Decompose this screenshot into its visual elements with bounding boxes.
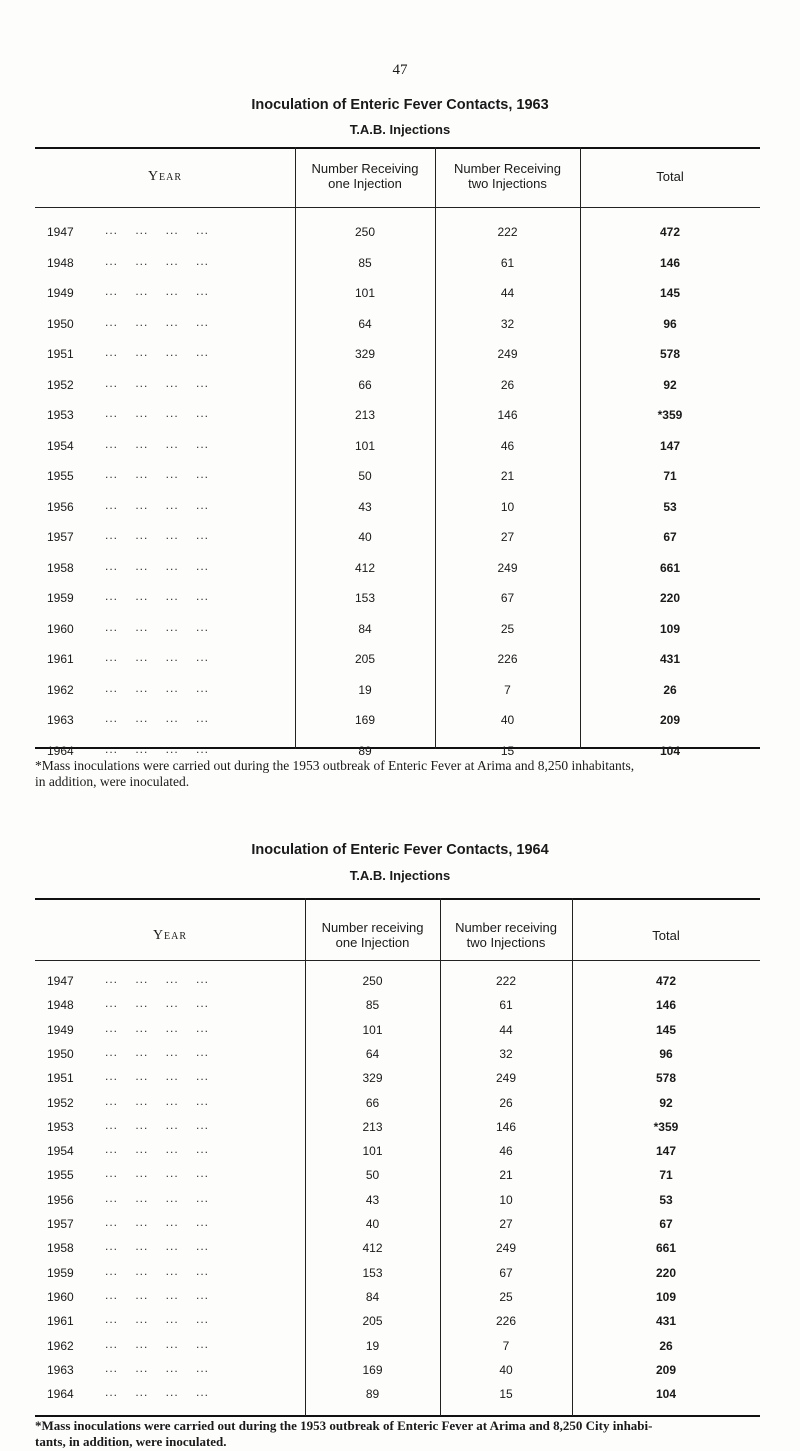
row-year: 1958 <box>47 560 74 575</box>
row-two-injections: 27 <box>499 1217 513 1231</box>
row-leader-dots: ... ... ... ... <box>105 406 210 420</box>
row-one-injection: 84 <box>358 621 372 636</box>
row-total: 96 <box>659 1046 673 1061</box>
row-total: 146 <box>659 255 681 270</box>
row-total: 661 <box>655 1241 677 1256</box>
row-one-injection: 64 <box>358 316 372 331</box>
row-total: 220 <box>655 1265 677 1280</box>
row-leader-dots: ... ... ... ... <box>105 1312 210 1327</box>
table-row <box>35 680 760 703</box>
table-row <box>35 1144 760 1164</box>
table-row <box>35 408 760 428</box>
row-total: 472 <box>659 225 681 239</box>
row-one-injection: 329 <box>354 347 376 361</box>
row-year: 1963 <box>47 713 74 727</box>
table2-bottom-rule <box>35 1415 760 1417</box>
table1-subtitle: T.A.B. Injections <box>349 122 451 137</box>
row-leader-dots: ... ... ... ... <box>105 1069 210 1084</box>
row-leader-dots: ... ... ... ... <box>105 711 210 725</box>
table-row <box>35 1287 760 1310</box>
table-row <box>35 1190 760 1213</box>
row-total: 661 <box>659 560 681 575</box>
row-two-injections: 26 <box>499 1095 513 1110</box>
row-two-injections: 222 <box>495 974 517 988</box>
row-leader-dots: ... ... ... ... <box>105 650 210 664</box>
table-row <box>35 1387 760 1407</box>
table-row <box>35 530 760 550</box>
row-two-injections: 249 <box>497 347 518 361</box>
row-total: 578 <box>659 347 681 361</box>
table-row <box>35 1336 760 1359</box>
row-total: 109 <box>655 1289 677 1304</box>
row-leader-dots: ... ... ... ... <box>105 284 210 298</box>
table-row <box>35 591 760 611</box>
row-total: 71 <box>659 1168 673 1183</box>
table-row <box>35 1217 760 1237</box>
row-one-injection: 66 <box>365 1095 380 1110</box>
table-row <box>35 1314 760 1334</box>
table2-subtitle: T.A.B. Injections <box>349 868 451 883</box>
row-year: 1947 <box>47 225 74 239</box>
row-year: 1962 <box>47 682 74 697</box>
row-year: 1955 <box>47 469 74 483</box>
row-one-injection: 50 <box>365 1168 380 1183</box>
row-year: 1959 <box>47 591 74 605</box>
row-one-injection: 329 <box>362 1071 383 1086</box>
row-total: 145 <box>655 1022 677 1037</box>
row-leader-dots: ... ... ... ... <box>105 1142 210 1157</box>
row-one-injection: 153 <box>354 591 376 605</box>
row-total: *359 <box>657 408 683 422</box>
row-leader-dots: ... ... ... ... <box>105 1166 210 1181</box>
row-one-injection: 50 <box>358 469 372 483</box>
row-year: 1948 <box>47 998 74 1013</box>
row-leader-dots: ... ... ... ... <box>105 741 210 756</box>
table-row <box>35 497 760 520</box>
table-row <box>35 469 760 489</box>
table2-header-rule <box>35 960 760 961</box>
row-one-injection: 169 <box>362 1362 383 1377</box>
row-two-injections: 226 <box>497 652 518 666</box>
row-one-injection: 213 <box>362 1119 383 1134</box>
row-year: 1949 <box>47 286 74 300</box>
row-two-injections: 249 <box>495 1241 517 1256</box>
table-row <box>35 286 760 306</box>
row-total: 92 <box>663 377 677 392</box>
row-leader-dots: ... ... ... ... <box>105 1117 210 1132</box>
row-year: 1953 <box>47 408 74 422</box>
row-one-injection: 89 <box>365 1387 380 1402</box>
table2-footnote: *Mass inoculations were carried out during the 1953 outbreak of Enteric Fever at Arima and 8,250 City inhabi- tants, in addition, were inoculated. <box>35 1418 653 1449</box>
table2-header-total: Total <box>652 928 680 943</box>
table2-title: Inoculation of Enteric Fever Contacts, 1964 <box>251 842 549 858</box>
row-one-injection: 250 <box>354 225 376 239</box>
row-year: 1960 <box>47 621 74 636</box>
row-total: 209 <box>659 713 681 727</box>
table-row <box>35 375 760 398</box>
table-row <box>35 436 760 459</box>
row-two-injections: 10 <box>499 1192 513 1207</box>
row-year: 1956 <box>47 1192 74 1207</box>
row-two-injections: 44 <box>500 286 515 300</box>
row-year: 1956 <box>47 499 74 514</box>
row-two-injections: 67 <box>499 1265 513 1280</box>
table-row <box>35 974 760 994</box>
row-total: 53 <box>659 1192 673 1207</box>
table-row <box>35 1093 760 1116</box>
row-total: 145 <box>659 286 681 300</box>
row-year: 1949 <box>47 1022 74 1037</box>
row-two-injections: 15 <box>499 1387 513 1402</box>
row-total: 53 <box>663 499 677 514</box>
row-year: 1957 <box>47 1217 74 1231</box>
table-row <box>35 713 760 733</box>
row-two-injections: 46 <box>500 438 515 453</box>
row-one-injection: 66 <box>358 377 372 392</box>
table1 <box>35 147 760 758</box>
row-two-injections: 61 <box>499 998 513 1013</box>
row-leader-dots: ... ... ... ... <box>105 1287 210 1302</box>
row-year: 1951 <box>47 1071 74 1086</box>
row-one-injection: 412 <box>362 1241 383 1256</box>
row-year: 1955 <box>47 1168 74 1183</box>
row-total: 578 <box>655 1071 677 1086</box>
row-leader-dots: ... ... ... ... <box>105 314 210 329</box>
row-year: 1950 <box>47 1046 74 1061</box>
row-one-injection: 64 <box>365 1046 380 1061</box>
table-row <box>35 1071 760 1091</box>
row-one-injection: 40 <box>358 530 372 544</box>
row-total: *359 <box>653 1119 679 1134</box>
row-leader-dots: ... ... ... ... <box>105 223 210 237</box>
row-year: 1962 <box>47 1338 74 1353</box>
row-total: 67 <box>663 530 677 544</box>
row-one-injection: 101 <box>354 438 376 453</box>
row-one-injection: 43 <box>365 1192 380 1207</box>
table2-header-two-injections: Number receiving two Injections <box>455 920 557 950</box>
row-one-injection: 85 <box>365 998 380 1013</box>
row-leader-dots: ... ... ... ... <box>105 619 210 634</box>
table-row <box>35 619 760 642</box>
row-two-injections: 44 <box>499 1022 513 1037</box>
row-two-injections: 26 <box>500 377 515 392</box>
row-total: 26 <box>663 682 677 697</box>
table-row <box>35 998 760 1018</box>
row-one-injection: 85 <box>358 255 372 270</box>
table2-top-rule <box>35 898 760 900</box>
row-year: 1951 <box>47 347 74 361</box>
table2 <box>35 898 760 1418</box>
row-two-injections: 10 <box>500 499 515 514</box>
row-two-injections: 27 <box>500 530 515 544</box>
row-year: 1963 <box>47 1362 74 1377</box>
row-leader-dots: ... ... ... ... <box>105 1020 210 1035</box>
row-two-injections: 226 <box>495 1314 517 1329</box>
row-year: 1952 <box>47 377 74 392</box>
table-row <box>35 314 760 337</box>
row-leader-dots: ... ... ... ... <box>105 253 210 268</box>
row-total: 431 <box>659 652 681 666</box>
table-row <box>35 1360 760 1383</box>
row-leader-dots: ... ... ... ... <box>105 558 210 573</box>
row-year: 1954 <box>47 438 74 453</box>
row-two-injections: 32 <box>500 316 515 331</box>
row-leader-dots: ... ... ... ... <box>105 972 210 986</box>
row-leader-dots: ... ... ... ... <box>105 1360 210 1375</box>
row-two-injections: 61 <box>500 255 515 270</box>
row-year: 1959 <box>47 1265 74 1280</box>
row-leader-dots: ... ... ... ... <box>105 1044 210 1059</box>
row-leader-dots: ... ... ... ... <box>105 1385 210 1400</box>
row-year: 1961 <box>47 652 74 666</box>
table1-top-rule <box>35 147 760 149</box>
row-two-injections: 21 <box>500 469 515 483</box>
row-leader-dots: ... ... ... ... <box>105 1336 210 1351</box>
row-one-injection: 101 <box>354 286 376 300</box>
row-total: 104 <box>659 743 681 758</box>
row-one-injection: 19 <box>365 1338 380 1353</box>
table1-header-rule <box>35 207 760 208</box>
row-leader-dots: ... ... ... ... <box>105 375 210 390</box>
row-total: 96 <box>663 316 677 331</box>
row-leader-dots: ... ... ... ... <box>105 1239 210 1254</box>
row-total: 147 <box>659 438 681 453</box>
page-number: 47 <box>392 62 408 78</box>
row-one-injection: 40 <box>365 1217 380 1231</box>
row-one-injection: 153 <box>362 1265 383 1280</box>
table1-header-year: Year <box>147 169 183 184</box>
row-one-injection: 205 <box>362 1314 383 1329</box>
row-total: 92 <box>659 1095 673 1110</box>
row-leader-dots: ... ... ... ... <box>105 1190 210 1205</box>
row-one-injection: 205 <box>354 652 376 666</box>
row-two-injections: 67 <box>500 591 515 605</box>
table-row <box>35 1263 760 1286</box>
table-row <box>35 253 760 276</box>
row-leader-dots: ... ... ... ... <box>105 467 210 481</box>
row-year: 1947 <box>47 974 74 988</box>
row-year: 1950 <box>47 316 74 331</box>
table-row <box>35 225 760 245</box>
table2-header-year: Year <box>152 928 188 943</box>
row-one-injection: 169 <box>354 713 376 727</box>
row-year: 1961 <box>47 1314 74 1329</box>
row-total: 67 <box>659 1217 673 1231</box>
row-leader-dots: ... ... ... ... <box>105 680 210 695</box>
row-year: 1954 <box>47 1144 74 1159</box>
table-row <box>35 558 760 581</box>
row-one-injection: 89 <box>358 743 372 758</box>
row-leader-dots: ... ... ... ... <box>105 589 210 603</box>
row-two-injections: 46 <box>499 1144 513 1159</box>
row-year: 1960 <box>47 1289 74 1304</box>
table1-header-one-injection: Number Receiving one Injection <box>311 161 419 191</box>
table1-title: Inoculation of Enteric Fever Contacts, 1963 <box>251 97 549 113</box>
row-year: 1952 <box>47 1095 74 1110</box>
row-total: 146 <box>655 998 677 1013</box>
row-two-injections: 40 <box>500 713 515 727</box>
row-two-injections: 25 <box>500 621 515 636</box>
row-year: 1964 <box>47 743 74 758</box>
row-two-injections: 222 <box>497 225 518 239</box>
row-one-injection: 19 <box>358 682 372 697</box>
row-year: 1957 <box>47 530 74 544</box>
row-one-injection: 84 <box>365 1289 380 1304</box>
row-total: 209 <box>655 1362 677 1377</box>
table-row <box>35 652 760 672</box>
row-leader-dots: ... ... ... ... <box>105 1215 210 1229</box>
row-two-injections: 146 <box>495 1119 517 1134</box>
row-year: 1958 <box>47 1241 74 1256</box>
row-two-injections: 7 <box>504 682 511 697</box>
row-two-injections: 146 <box>497 408 518 422</box>
row-total: 104 <box>655 1387 677 1402</box>
row-two-injections: 21 <box>499 1168 513 1183</box>
row-two-injections: 249 <box>495 1071 517 1086</box>
row-total: 431 <box>655 1314 677 1329</box>
row-one-injection: 43 <box>358 499 372 514</box>
row-year: 1953 <box>47 1119 74 1134</box>
row-two-injections: 25 <box>499 1289 513 1304</box>
row-leader-dots: ... ... ... ... <box>105 345 210 359</box>
table1-footnote: *Mass inoculations were carried out during the 1953 outbreak of Enteric Fever at Arima and 8,250 inhabitants, in addition, were inoculated. <box>35 758 635 789</box>
table-row <box>35 1241 760 1261</box>
row-two-injections: 40 <box>499 1362 513 1377</box>
row-one-injection: 101 <box>362 1022 383 1037</box>
row-two-injections: 32 <box>499 1046 513 1061</box>
row-one-injection: 412 <box>354 560 376 575</box>
table2-header-one-injection: Number receiving one Injection <box>321 920 424 950</box>
row-two-injections: 249 <box>497 560 518 575</box>
row-two-injections: 7 <box>502 1338 510 1353</box>
row-two-injections: 15 <box>500 743 515 758</box>
table-row <box>35 1168 760 1188</box>
row-one-injection: 213 <box>354 408 376 422</box>
row-total: 109 <box>659 621 681 636</box>
row-leader-dots: ... ... ... ... <box>105 1093 210 1108</box>
row-total: 472 <box>655 974 677 988</box>
row-one-injection: 101 <box>362 1144 383 1159</box>
table-row <box>35 1044 760 1067</box>
row-leader-dots: ... ... ... ... <box>105 497 210 512</box>
table1-header-two-injections: Number Receiving two Injections <box>454 161 561 191</box>
row-total: 220 <box>659 591 681 605</box>
row-total: 26 <box>659 1338 673 1353</box>
table-row <box>35 1020 760 1043</box>
row-year: 1964 <box>47 1387 74 1402</box>
row-total: 71 <box>663 469 677 483</box>
row-total: 147 <box>655 1144 677 1159</box>
table1-header-total: Total <box>656 169 684 184</box>
table-row <box>35 347 760 367</box>
row-leader-dots: ... ... ... ... <box>105 996 210 1011</box>
row-year: 1948 <box>47 255 74 270</box>
table-row <box>35 1117 760 1140</box>
row-leader-dots: ... ... ... ... <box>105 436 210 451</box>
row-one-injection: 250 <box>362 974 383 988</box>
row-leader-dots: ... ... ... ... <box>105 528 210 542</box>
row-leader-dots: ... ... ... ... <box>105 1263 210 1278</box>
